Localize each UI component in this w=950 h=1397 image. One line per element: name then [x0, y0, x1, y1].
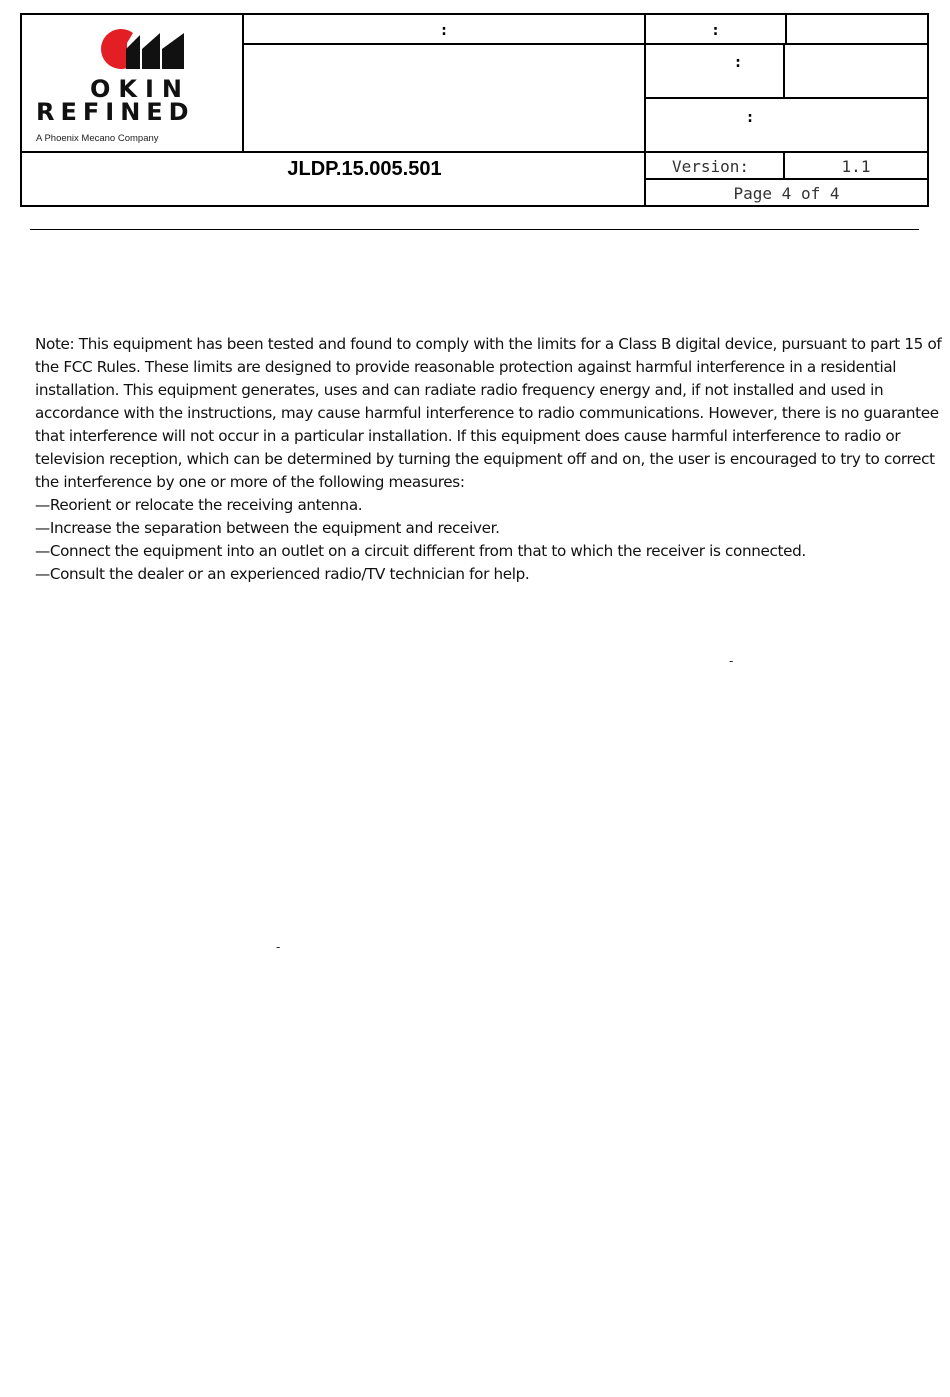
divider [242, 43, 927, 45]
version-value: 1.1 [841, 157, 871, 176]
header-rule [30, 229, 919, 230]
list-item: —Connect the equipment into an outlet on a circuit different from that to which the receiver is connected. [35, 542, 806, 560]
header-field-colon: : [710, 21, 721, 39]
list-item: —Reorient or relocate the receiving antenna. [35, 496, 363, 514]
list-item: —Consult the dealer or an experienced radio/TV technician for help. [35, 565, 530, 583]
header-field-colon: : [439, 21, 449, 39]
divider [785, 15, 787, 45]
header-field-colon: : [745, 108, 755, 126]
logo-word-refined: REFINED [36, 98, 195, 126]
divider [644, 97, 927, 99]
fcc-notice [35, 333, 950, 586]
stray-mark: - [276, 940, 281, 954]
stray-mark: - [729, 654, 734, 668]
list-item: —Increase the separation between the equipment and receiver. [35, 519, 500, 537]
version-label: Version: [672, 157, 750, 176]
company-logo [22, 15, 242, 152]
fcc-notice-paragraph: Note: This equipment has been tested and found to comply with the limits for a Class B digital device, pursuant to part 15 of the FCC Rules. These limits are designed to provide reasonable protection against harmful interference in a residential installation. This equipment generates, uses and can radiate radio frequency energy and, if not installed and used in accordance with the instructions, may cause harmful interference to radio communications. However, there is no guarantee that interference will not occur in a particular installation. If this equipment does cause harmful interference to radio or television reception, which can be determined by turning the equipment off and on, the user is encouraged to try to correct the interference by one or more of the following measures: [35, 335, 942, 491]
divider [22, 151, 927, 153]
logo-word-okin: OKIN [90, 75, 191, 103]
document-number: JLDP.15.005.501 [287, 158, 442, 180]
logo-tagline: A Phoenix Mecano Company [36, 133, 159, 144]
page-indicator: Page 4 of 4 [733, 184, 840, 203]
document-header-table [20, 13, 929, 207]
header-field-colon: : [733, 53, 743, 71]
